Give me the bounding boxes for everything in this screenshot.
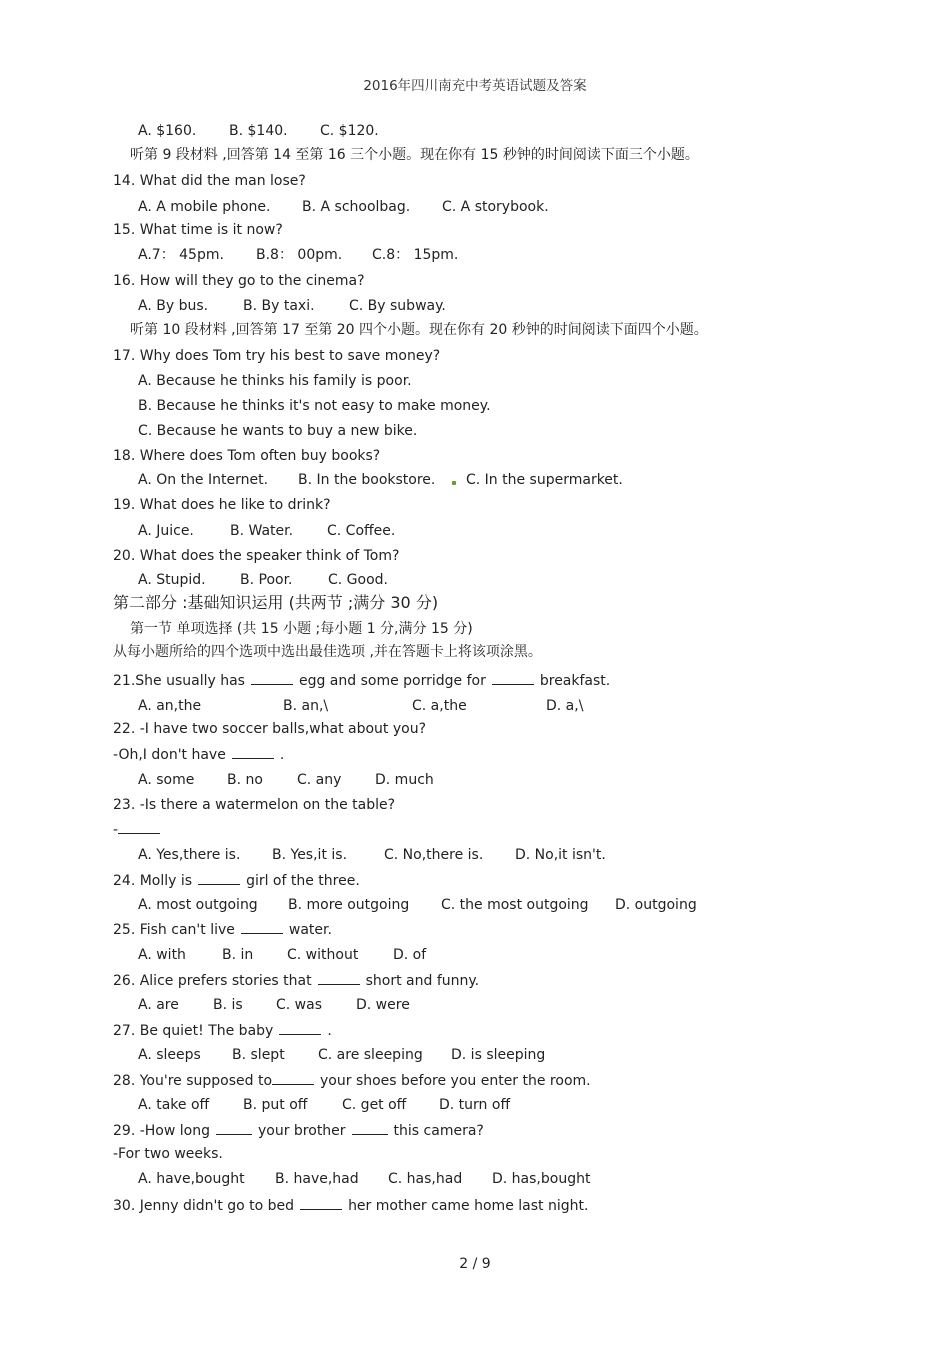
question-28: 28. You're supposed to your shoes before you enter the room. — [113, 1073, 591, 1089]
question-29: 29. -How long your brother this camera? — [113, 1123, 484, 1139]
q17-option-b: B. Because he thinks it's not easy to make money. — [138, 398, 491, 414]
option-d: D. were — [356, 997, 410, 1013]
option-c: C.8： 15pm. — [372, 247, 459, 263]
question-27: 27. Be quiet! The baby . — [113, 1023, 332, 1039]
option-c: C. any — [297, 772, 342, 788]
option-d: D. a,\ — [546, 698, 584, 714]
question-30: 30. Jenny didn't go to bed her mother came home last night. — [113, 1198, 589, 1214]
question-21: 21.She usually has egg and some porridge for breakfast. — [113, 673, 611, 689]
option-c: C. was — [276, 997, 322, 1013]
option-a: A. an,the — [138, 698, 202, 714]
listening-instruction-10: 听第 10 段材料 ,回答第 17 至第 20 四个小题。现在你有 20 秒钟的时间阅读下面四个小题。 — [130, 322, 708, 338]
question-15: 15. What time is it now? — [113, 222, 283, 238]
option-c: C. a,the — [412, 698, 467, 714]
question-22: 22. -I have two soccer balls,what about you? — [113, 721, 427, 737]
section-one-instruction: 从每小题所给的四个选项中选出最佳选项 ,并在答题卡上将该项涂黑。 — [113, 644, 542, 660]
option-a: A.7： 45pm. — [138, 247, 224, 263]
answer-blank — [279, 1021, 321, 1035]
option-d: D. No,it isn't. — [515, 847, 606, 863]
answer-blank — [300, 1196, 342, 1210]
option-a: A. most outgoing — [138, 897, 258, 913]
question-26: 26. Alice prefers stories that short and funny. — [113, 973, 480, 989]
option-b: B. $140. — [229, 123, 288, 139]
option-c: C. the most outgoing — [441, 897, 589, 913]
option-c: C. In the supermarket. — [466, 472, 623, 488]
answer-blank — [251, 671, 293, 685]
answer-blank — [216, 1121, 252, 1135]
option-a: A. have,bought — [138, 1171, 245, 1187]
answer-blank — [118, 820, 160, 834]
option-a: A. By bus. — [138, 298, 209, 314]
option-b: B. A schoolbag. — [302, 199, 411, 215]
answer-blank — [272, 1071, 314, 1085]
question-29-response: -For two weeks. — [113, 1146, 223, 1162]
option-a: A. Juice. — [138, 523, 194, 539]
option-b: B. In the bookstore. — [298, 472, 436, 488]
option-a: A. some — [138, 772, 195, 788]
option-b: B. slept — [232, 1047, 285, 1063]
question-23: 23. -Is there a watermelon on the table? — [113, 797, 396, 813]
option-d: D. much — [375, 772, 434, 788]
option-c: C. No,there is. — [384, 847, 484, 863]
option-d: D. of — [393, 947, 427, 963]
question-25: 25. Fish can't live water. — [113, 922, 332, 938]
answer-blank — [352, 1121, 388, 1135]
option-b: B. in — [222, 947, 254, 963]
option-a: A. On the Internet. — [138, 472, 269, 488]
answer-blank — [492, 671, 534, 685]
question-20: 20. What does the speaker think of Tom? — [113, 548, 400, 564]
option-b: B. is — [213, 997, 243, 1013]
q17-option-c: C. Because he wants to buy a new bike. — [138, 423, 418, 439]
page-number: 2 / 9 — [459, 1256, 491, 1272]
question-19: 19. What does he like to drink? — [113, 497, 331, 513]
option-b: B. no — [227, 772, 263, 788]
question-16: 16. How will they go to the cinema? — [113, 273, 365, 289]
option-d: D. turn off — [439, 1097, 511, 1113]
question-23-response: - — [113, 820, 166, 839]
option-b: B. more outgoing — [288, 897, 410, 913]
option-a: A. are — [138, 997, 179, 1013]
question-14: 14. What did the man lose? — [113, 173, 306, 189]
option-c: C. Coffee. — [327, 523, 396, 539]
option-a: A. $160. — [138, 123, 197, 139]
option-c: C. Good. — [328, 572, 388, 588]
option-c: C. are sleeping — [318, 1047, 423, 1063]
option-b: B. By taxi. — [243, 298, 315, 314]
option-c: C. without — [287, 947, 359, 963]
listening-instruction-9: 听第 9 段材料 ,回答第 14 至第 16 三个小题。现在你有 15 秒钟的时间阅读下面三个小题。 — [130, 147, 699, 163]
option-b: B. Water. — [230, 523, 294, 539]
option-c: C. get off — [342, 1097, 407, 1113]
option-a: A. take off — [138, 1097, 210, 1113]
option-c: C. By subway. — [349, 298, 446, 314]
option-a: A. A mobile phone. — [138, 199, 271, 215]
option-c: C. has,had — [388, 1171, 463, 1187]
option-a: A. with — [138, 947, 186, 963]
option-b: B. an,\ — [283, 698, 329, 714]
q17-option-a: A. Because he thinks his family is poor. — [138, 373, 412, 389]
option-a: A. Yes,there is. — [138, 847, 241, 863]
section-one-heading: 第一节 单项选择 (共 15 小题 ;每小题 1 分,满分 15 分) — [130, 621, 473, 637]
option-d: D. is sleeping — [451, 1047, 546, 1063]
answer-blank — [198, 871, 240, 885]
option-b: B. Poor. — [240, 572, 293, 588]
answer-blank — [318, 971, 360, 985]
answer-blank — [232, 745, 274, 759]
page-header: 2016年四川南充中考英语试题及答案 — [363, 78, 587, 94]
question-18: 18. Where does Tom often buy books? — [113, 448, 381, 464]
option-b: B. have,had — [275, 1171, 359, 1187]
question-24: 24. Molly is girl of the three. — [113, 873, 360, 889]
option-d: D. outgoing — [615, 897, 697, 913]
option-b: B. Yes,it is. — [272, 847, 348, 863]
option-a: A. Stupid. — [138, 572, 206, 588]
option-c: C. $120. — [320, 123, 379, 139]
option-b: B.8： 00pm. — [256, 247, 343, 263]
option-c: C. A storybook. — [442, 199, 549, 215]
option-b: B. put off — [243, 1097, 308, 1113]
option-a: A. sleeps — [138, 1047, 201, 1063]
scan-mark — [452, 481, 456, 485]
option-d: D. has,bought — [492, 1171, 591, 1187]
question-17: 17. Why does Tom try his best to save money? — [113, 348, 441, 364]
question-22-response: -Oh,I don't have . — [113, 747, 285, 763]
answer-blank — [241, 920, 283, 934]
part-two-heading: 第二部分 :基础知识运用 (共两节 ;满分 30 分) — [113, 593, 439, 612]
